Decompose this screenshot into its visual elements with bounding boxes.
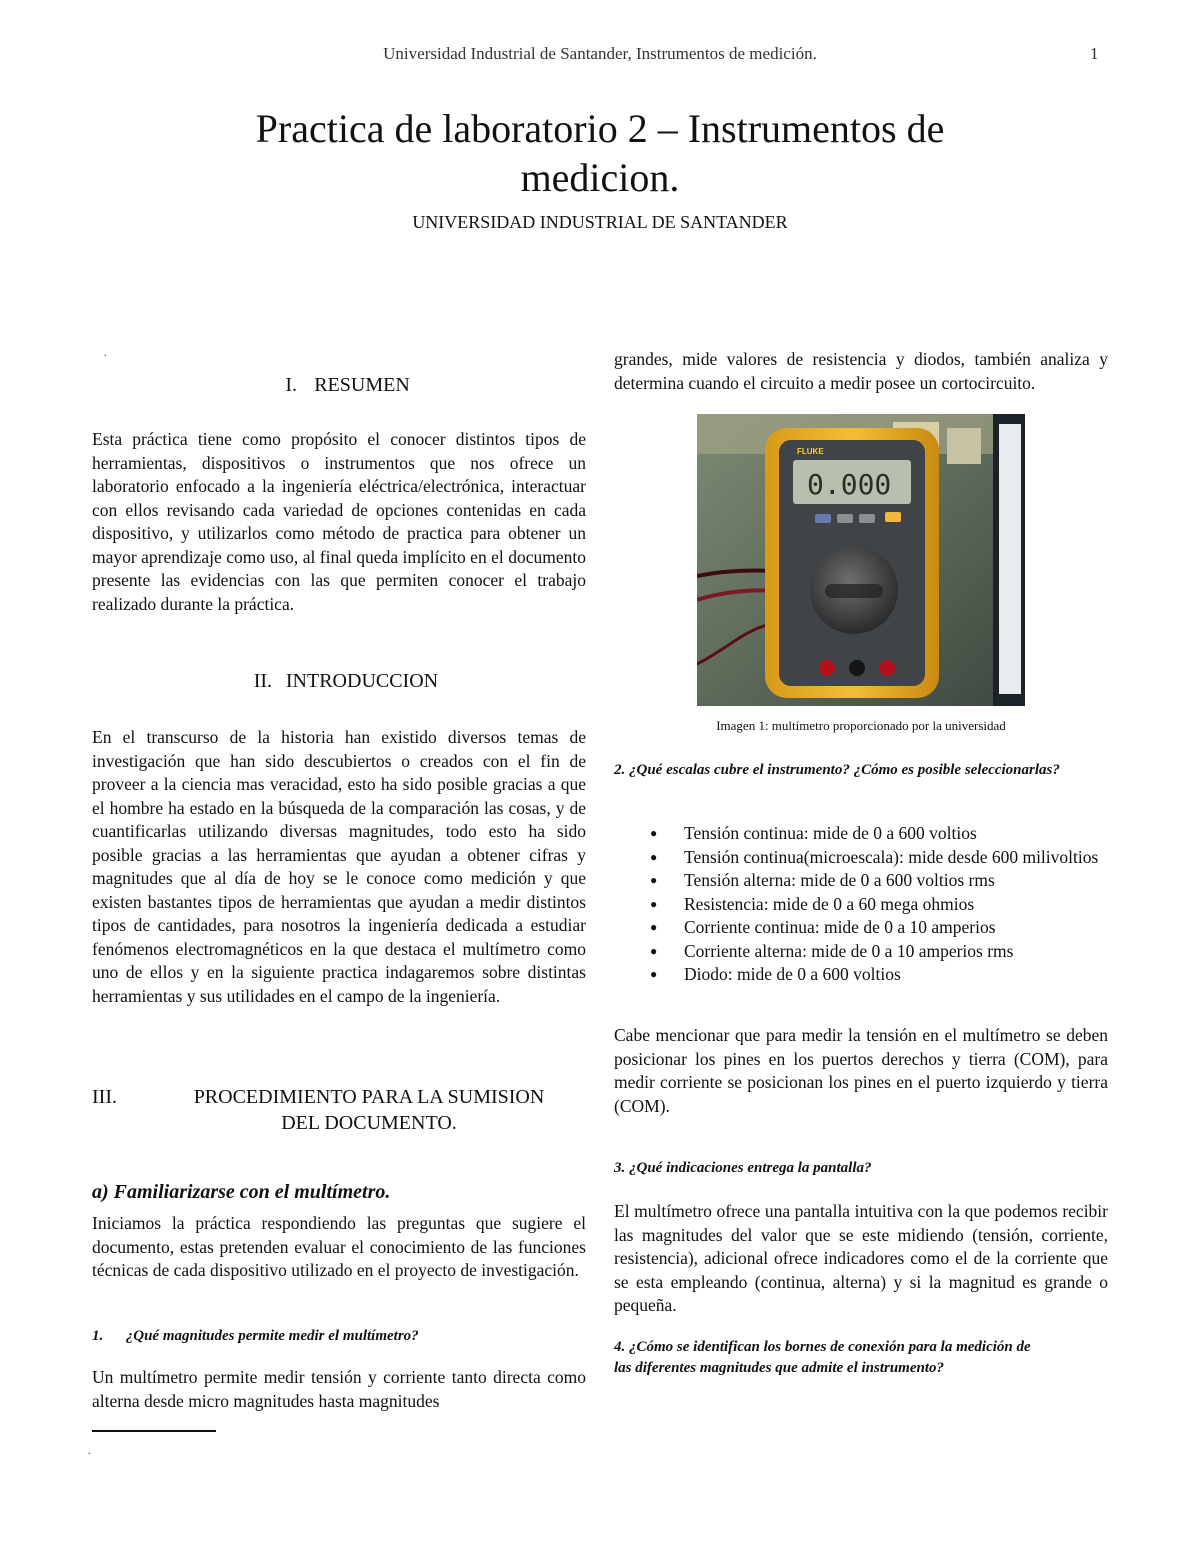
footnote-rule [92,1430,216,1432]
question-1-answer: Un multímetro permite medir tensión y corriente tanto directa como alterna desde micro magnitudes hasta magnitudes [92,1367,586,1411]
list-item: ● Corriente continua: mide de 0 a 10 amperios [614,916,1108,940]
subsection-a-paragraph: Iniciamos la práctica respondiendo las preguntas que sugiere el documento, estas pretenden evaluar el conocimiento de las funciones técnicas de cada dispositivo utilizado en el proyecto de investigación. [92,1213,586,1280]
section-title-line1: PROCEDIMIENTO PARA LA SUMISION [193,1086,545,1108]
question-1-answer-continued: grandes, mide valores de resistencia y diodos, también analiza y determina cuando el circuito a medir posee un cortocircuito. [614,349,1108,393]
introduccion-paragraph: En el transcurso de la historia han existido diversos temas de investigación que han sido descubiertos o creados con el fin de proveer a la ciencia mas veracidad, esto ha sido posible gracias a que el hombre ha estado en la búsqueda de la comparación las cosas, y de cuantificarlas utilizando diversas magnitudes, todo esto ha sido posible gracias a las herramientas que ayudan a obtener cifras y magnitudes que al día de hoy se le conoce como medición y que existen bastantes tipos de herramientas que ayudan a medir distintos tipos de cantidades, para nosotros la ingeniería dedicada a estudiar fenómenos electromagnéticos en la que destaca el multímetro como uno de ellos y en la siguiente practica indagaremos sobre distintas herramientas y sus utilidades en el campo de la ingeniería. [92,727,586,1006]
section-title: RESUMEN [314,374,410,396]
question-3: 3. ¿Qué indicaciones entrega la pantalla? [614,1160,872,1176]
section-heading-resumen [92,374,586,397]
subsection-heading-a: a) Familiarizarse con el multímetro. [92,1181,391,1203]
section-number: III. [92,1086,117,1108]
question-2-answer: Cabe mencionar que para medir la tensión en el multímetro se deben posicionar los pines en los puertos derechos y tierra (COM), para medir corriente se posicionan los pines en el puerto izquierdo y tierra (COM). [614,1025,1108,1116]
meter-brand: FLUKE [797,447,824,456]
section-number: II. [253,670,273,692]
running-head: Universidad Industrial de Santander, Instrumentos de medición. [383,44,817,63]
figure-caption: Imagen 1: multímetro proporcionado por la universidad [716,718,1006,733]
paper-title-line1: Practica de laboratorio 2 – Instrumentos de [255,106,945,151]
section-title: INTRODUCCION [285,670,439,692]
section-number: I. [285,374,298,396]
question-4: 4. ¿Cómo se identifican los bornes de conexión para la medición de las diferentes magnitudes que admite el instrumento? [614,1339,1031,1376]
question-1: 1. ¿Qué magnitudes permite medir el multímetro? [92,1328,419,1344]
question-2: 2. ¿Qué escalas cubre el instrumento? ¿Cómo es posible seleccionarlas? [614,762,1060,778]
meter-display-reading: 0.000 [807,468,892,501]
section-heading-procedimiento [92,1084,586,1136]
section-heading-introduccion [92,670,586,693]
paper-title [0,104,1200,202]
resumen-paragraph: Esta práctica tiene como propósito el conocer distintos tipos de herramientas, dispositivos o instrumentos que nos ofrece un laboratorio enfocado a la ingeniería eléctrica/electrónica, interactuar con ellos revisando cada variedad de opciones contenidas en cada dispositivo, y utilizarlos como método de practica para obtener un mayor aprendizaje como uso, al final queda implícito en el documento presente las evidencias con las que permiten conocer el trabajo realizado durante la práctica. [92,429,586,614]
list-item: ● Tensión continua(microescala): mide desde 600 milivoltios [614,846,1108,870]
section-title-line2: DEL DOCUMENTO. [281,1112,457,1134]
footnote-mark-bottom: . [88,1446,91,1457]
paper-title-line2: medicion. [520,155,680,200]
list-item: ● Diodo: mide de 0 a 600 voltios [614,963,1108,987]
scales-list [614,822,1108,987]
list-item: ● Tensión alterna: mide de 0 a 600 voltios rms [614,869,1108,893]
multimeter-photo [697,414,1025,706]
question-3-answer: El multímetro ofrece una pantalla intuitiva con la que podemos recibir las magnitudes del valor que se este midiendo (tensión, corriente, resistencia), adicional ofrece indicadores como el de la corriente que se esta empleando (continua, alterna) y si la magnitud es grande o pequeña. [614,1201,1108,1315]
footnote-mark-top: . [104,348,107,359]
affiliation: UNIVERSIDAD INDUSTRIAL DE SANTANDER [412,212,788,232]
multimeter-illustration [697,414,1025,706]
list-item: ● Tensión continua: mide de 0 a 600 voltios [614,822,1108,846]
page-number: 1 [1090,44,1099,63]
list-item: ● Resistencia: mide de 0 a 60 mega ohmios [614,893,1108,917]
list-item: ● Corriente alterna: mide de 0 a 10 amperios rms [614,940,1108,964]
